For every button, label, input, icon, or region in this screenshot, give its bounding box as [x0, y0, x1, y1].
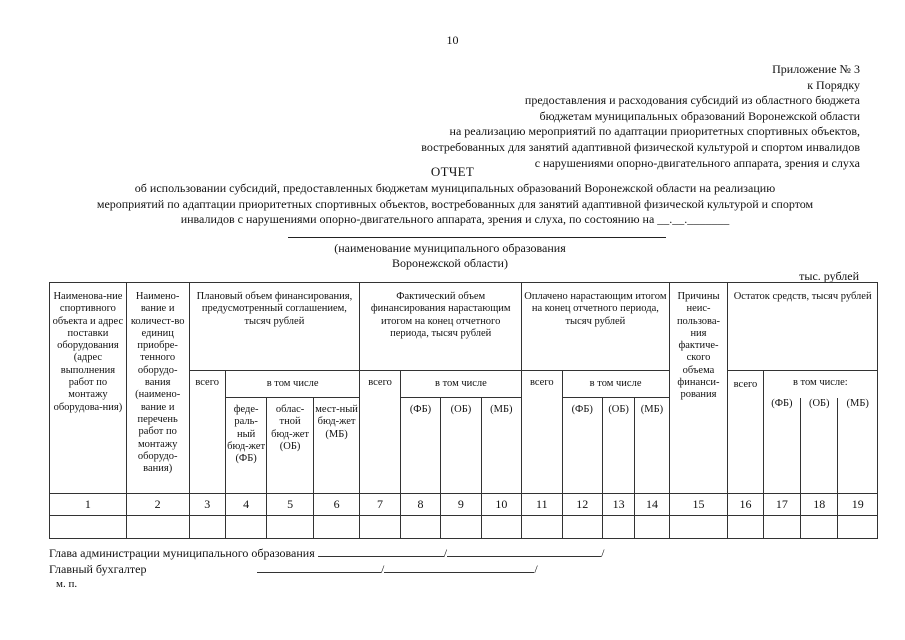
report-desc-line: об использовании субсидий, предоставленных бюджетам муниципальных образований Воронежской области на реализацию — [134, 181, 776, 195]
units-label: тыс. рублей — [799, 269, 859, 283]
column-number: 6 — [313, 494, 360, 516]
data-cell[interactable] — [267, 516, 314, 539]
head-signature-line — [49, 545, 604, 561]
column-number: 3 — [189, 494, 225, 516]
report-description — [40, 181, 870, 228]
header-paid: Оплачено нарастающим итогом на конец отчетного периода, тысяч рублей — [522, 283, 670, 371]
column-number: 11 — [522, 494, 562, 516]
column-number: 1 — [50, 494, 127, 516]
column-number: 15 — [669, 494, 728, 516]
header-balance: Остаток средств, тысяч рублей — [728, 283, 878, 371]
slash: / — [443, 546, 448, 560]
municipality-name-caption — [300, 241, 600, 271]
header-object: Наименова-ние спортивного объекта и адрес поставки оборудования (адрес выполнения работ по монтажу оборудова-ния) — [50, 283, 127, 494]
column-number: 10 — [481, 494, 521, 516]
data-row-empty — [50, 516, 878, 539]
caption-line: Воронежской области) — [392, 256, 508, 270]
column-number: 13 — [602, 494, 634, 516]
data-cell[interactable] — [225, 516, 266, 539]
paid-fb: (ФБ) — [562, 398, 602, 494]
paid-mb: (МБ) — [635, 398, 669, 494]
column-number: 2 — [126, 494, 189, 516]
page-number: 10 — [446, 33, 459, 47]
data-cell[interactable] — [669, 516, 728, 539]
column-number: 4 — [225, 494, 266, 516]
report-title: ОТЧЕТ — [430, 164, 475, 179]
balance-fb: (ФБ) — [763, 398, 800, 494]
data-cell[interactable] — [313, 516, 360, 539]
header-equipment: Наимено-вание и количест-во единиц приобре-тенного оборудо-вания (наимено-вание и перечень работ по монтажу оборудо-вания) — [126, 283, 189, 494]
data-cell[interactable] — [360, 516, 400, 539]
slash: / — [601, 546, 605, 560]
actual-ob: (ОБ) — [441, 398, 481, 494]
data-cell[interactable] — [481, 516, 521, 539]
data-cell[interactable] — [441, 516, 481, 539]
balance-total: всего — [728, 371, 763, 494]
column-number: 7 — [360, 494, 400, 516]
column-number: 14 — [635, 494, 669, 516]
planned-loc: мест-ный бюд-жет (МБ) — [313, 398, 360, 494]
appendix-line: предоставления и расходования субсидий из областного бюджета — [524, 93, 860, 108]
column-number: 12 — [562, 494, 602, 516]
paid-ob: (ОБ) — [602, 398, 634, 494]
accountant-name-field[interactable] — [384, 561, 534, 573]
balance-including: в том числе: — [763, 371, 877, 398]
column-number: 16 — [728, 494, 763, 516]
planned-total: всего — [189, 371, 225, 494]
planned-including: в том числе — [225, 371, 359, 398]
accountant-signature-label: Главный бухгалтер — [49, 562, 147, 576]
column-number: 5 — [267, 494, 314, 516]
appendix-line: к Порядку — [807, 77, 860, 92]
report-table — [49, 282, 878, 539]
actual-total: всего — [360, 371, 400, 494]
slash: / — [381, 562, 385, 576]
data-cell[interactable] — [728, 516, 763, 539]
data-cell[interactable] — [522, 516, 562, 539]
data-cell[interactable] — [562, 516, 602, 539]
head-signature-field[interactable] — [318, 545, 444, 557]
accountant-signature-field[interactable] — [257, 561, 381, 573]
head-signature-label: Глава администрации муниципального образования — [49, 546, 315, 560]
data-cell[interactable] — [189, 516, 225, 539]
header-reasons: Причины неис-пользова-ния фактиче-ского объема финанси-рования — [669, 283, 728, 494]
data-cell[interactable] — [801, 516, 838, 539]
actual-including: в том числе — [400, 371, 521, 398]
appendix-line: на реализацию мероприятий по адаптации приоритетных спортивных объектов, — [449, 124, 860, 139]
data-cell[interactable] — [602, 516, 634, 539]
planned-fed: феде-раль-ный бюд-жет (ФБ) — [225, 398, 266, 494]
caption-line: (наименование муниципального образования — [334, 241, 566, 255]
data-cell[interactable] — [126, 516, 189, 539]
header-planned: Плановый объем финансирования, предусмотренный соглашением, тысяч рублей — [189, 283, 360, 371]
column-number: 18 — [801, 494, 838, 516]
head-name-field[interactable] — [447, 545, 601, 557]
paid-total: всего — [522, 371, 562, 494]
column-number: 19 — [838, 494, 878, 516]
appendix-header — [421, 62, 860, 171]
appendix-line: с нарушениями опорно-двигательного аппарата, зрения и слуха — [534, 155, 860, 170]
municipality-name-line — [288, 237, 666, 238]
planned-reg: облас-тной бюд-жет (ОБ) — [267, 398, 314, 494]
balance-mb: (МБ) — [838, 398, 878, 494]
data-cell[interactable] — [635, 516, 669, 539]
appendix-line: бюджетам муниципальных образований Воронежской области — [539, 108, 860, 123]
balance-ob: (ОБ) — [801, 398, 838, 494]
column-number: 8 — [400, 494, 440, 516]
actual-mb: (МБ) — [481, 398, 521, 494]
data-cell[interactable] — [400, 516, 440, 539]
appendix-line: Приложение № 3 — [772, 62, 860, 76]
data-cell[interactable] — [838, 516, 878, 539]
actual-fb: (ФБ) — [400, 398, 440, 494]
report-desc-line: инвалидов с нарушениями опорно-двигательного аппарата, зрения и слуха, по состоянию на __.__._______ — [180, 212, 730, 226]
column-number: 9 — [441, 494, 481, 516]
column-number: 17 — [763, 494, 800, 516]
column-numbers-row — [50, 494, 878, 516]
stamp-place: м. п. — [56, 578, 78, 590]
paid-including: в том числе — [562, 371, 669, 398]
slash: / — [534, 562, 538, 576]
appendix-line: востребованных для занятий адаптивной физической культурой и спортом инвалидов — [421, 139, 860, 154]
accountant-signature-line — [49, 561, 538, 577]
header-actual: Фактический объем финансирования нарастающим итогом на конец отчетного периода, тысяч рублей — [360, 283, 522, 371]
data-cell[interactable] — [50, 516, 127, 539]
data-cell[interactable] — [763, 516, 800, 539]
report-desc-line: мероприятий по адаптации приоритетных спортивных объектов, востребованных для занятий адаптивной физической культурой и спортом — [96, 196, 814, 211]
